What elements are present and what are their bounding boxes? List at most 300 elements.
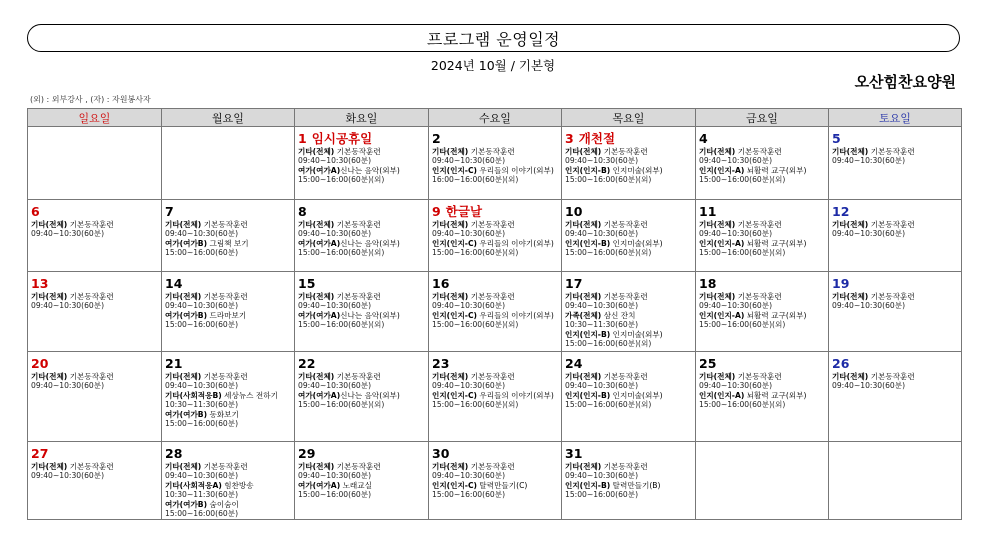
program-category: 기타(전체)	[565, 220, 602, 229]
program-entry	[565, 239, 692, 258]
program-category: 기타(전체)	[298, 220, 335, 229]
program-name: 기본동작훈련	[201, 220, 248, 229]
program-time: 09:40~10:30(60분)	[298, 381, 372, 391]
program-name: 뇌활력 교구(외부)	[744, 390, 807, 400]
day-header	[298, 201, 425, 220]
program-category: 기타(전체)	[432, 372, 469, 381]
day-cell	[162, 352, 295, 442]
day-number: 26	[832, 356, 850, 371]
weekday-header: 수요일	[429, 109, 562, 127]
day-number: 19	[832, 276, 850, 291]
program-entry	[565, 330, 692, 349]
week-row	[28, 200, 962, 272]
program-entry	[699, 239, 825, 258]
program-category: 기타(전체)	[432, 147, 469, 156]
program-category: 기타(전체)	[699, 292, 736, 301]
program-name: 기본동작훈련	[67, 372, 114, 381]
program-time: 09:40~10:30(60분)	[565, 471, 639, 481]
program-name: 기본동작훈련	[601, 462, 648, 471]
program-name: 신나는 음악(외부)	[340, 238, 400, 248]
day-number: 27	[31, 446, 49, 461]
program-entry	[565, 292, 692, 311]
day-number: 9	[432, 204, 441, 219]
program-category: 기타(전체)	[565, 147, 602, 156]
day-header	[165, 201, 291, 220]
program-category: 인지(인지-C)	[432, 238, 478, 248]
program-time: 09:40~10:30(60분)	[699, 229, 773, 239]
empty-day-cell	[696, 442, 829, 520]
program-category: 기타(전체)	[565, 292, 602, 301]
program-time: 09:40~10:30(60분)	[298, 229, 372, 239]
program-category: 인지(인지-C)	[432, 310, 478, 320]
program-time: 15:00~16:00(60분)(외)	[432, 320, 519, 330]
program-category: 기타(사회적응B)	[165, 390, 222, 400]
program-name: 기본동작훈련	[601, 292, 648, 301]
program-category: 기타(전체)	[699, 147, 736, 156]
day-cell	[295, 352, 429, 442]
day-header	[565, 273, 692, 292]
program-name: 삼신 잔치	[601, 310, 636, 320]
program-category: 인지(인지-C)	[432, 480, 478, 490]
program-time: 09:40~10:30(60분)	[432, 301, 506, 311]
program-entry	[298, 391, 425, 410]
program-category: 기타(전체)	[565, 462, 602, 471]
weekday-header: 월요일	[162, 109, 295, 127]
day-header	[432, 353, 558, 372]
program-category: 인지(인지-B)	[565, 329, 611, 339]
program-entry	[432, 239, 558, 258]
program-entry	[565, 481, 692, 500]
program-time: 15:00~16:00(60분)(외)	[565, 400, 652, 410]
program-time: 09:40~10:30(60분)	[832, 156, 906, 166]
day-header	[31, 353, 158, 372]
legend-note: (외) : 외부강사 , (자) : 자원봉사자	[30, 95, 151, 104]
empty-day-cell	[162, 127, 295, 200]
program-name: 기본동작훈련	[601, 147, 648, 156]
program-entry	[165, 391, 291, 410]
program-entry	[432, 391, 558, 410]
program-name: 기본동작훈련	[468, 147, 515, 156]
day-cell	[829, 200, 962, 272]
program-name: 기본동작훈련	[67, 462, 114, 471]
day-header	[298, 128, 425, 147]
day-number: 8	[298, 204, 307, 219]
program-category: 가족(전체)	[565, 310, 602, 320]
program-time: 09:40~10:30(60분)	[832, 301, 906, 311]
program-entry	[298, 372, 425, 391]
program-name: 기본동작훈련	[334, 372, 381, 381]
program-entry	[699, 292, 825, 311]
day-number: 3	[565, 131, 574, 146]
empty-day-cell	[28, 127, 162, 200]
program-time: 09:40~10:30(60분)	[432, 381, 506, 391]
day-number: 29	[298, 446, 316, 461]
day-cell	[28, 442, 162, 520]
day-header	[565, 128, 692, 147]
program-name: 신나는 음악(외부)	[340, 390, 400, 400]
program-category: 기타(전체)	[298, 372, 335, 381]
program-entry	[699, 391, 825, 410]
program-name: 뇌활력 교구(외부)	[744, 310, 807, 320]
program-category: 여가(여가B)	[165, 499, 208, 509]
program-time: 09:40~10:30(60분)	[565, 229, 639, 239]
day-number: 31	[565, 446, 583, 461]
program-time: 09:40~10:30(60분)	[298, 301, 372, 311]
day-cell	[562, 200, 696, 272]
program-name: 기본동작훈련	[67, 292, 114, 301]
program-category: 여가(여가B)	[165, 310, 208, 320]
program-time: 09:40~10:30(60분)	[31, 301, 105, 311]
program-name: 뇌활력 교구(외부)	[744, 238, 807, 248]
program-category: 인지(인지-C)	[432, 165, 478, 175]
program-name: 기본동작훈련	[201, 462, 248, 471]
program-entry	[565, 462, 692, 481]
day-cell	[696, 200, 829, 272]
day-cell	[295, 200, 429, 272]
day-cell	[696, 127, 829, 200]
program-time: 15:00~16:00(60분)	[565, 490, 639, 500]
day-cell	[295, 272, 429, 352]
program-entry	[298, 147, 425, 166]
program-entry	[298, 462, 425, 481]
program-category: 기타(전체)	[298, 462, 335, 471]
day-cell	[162, 200, 295, 272]
day-cell	[696, 352, 829, 442]
program-time: 15:00~16:00(60분)(외)	[432, 400, 519, 410]
day-cell	[429, 352, 562, 442]
day-number: 28	[165, 446, 183, 461]
program-time: 10:30~11:30(60분)	[165, 400, 239, 410]
day-cell	[562, 352, 696, 442]
day-header	[832, 128, 958, 147]
program-time: 15:00~16:00(60분)(외)	[699, 320, 786, 330]
program-name: 기본동작훈련	[334, 220, 381, 229]
program-time: 10:30~11:30(60분)	[565, 320, 639, 330]
program-entry	[165, 372, 291, 391]
program-time: 15:00~16:00(60분)(외)	[565, 339, 652, 349]
program-time: 09:40~10:30(60분)	[699, 381, 773, 391]
day-header	[699, 273, 825, 292]
day-number: 12	[832, 204, 850, 219]
program-time: 15:00~16:00(60분)(외)	[565, 175, 652, 185]
program-time: 09:40~10:30(60분)	[432, 471, 506, 481]
program-category: 여가(여가B)	[165, 409, 208, 419]
program-name: 기본동작훈련	[868, 292, 915, 301]
program-time: 15:00~16:00(60분)	[165, 419, 239, 429]
week-row	[28, 442, 962, 520]
program-category: 인지(인지-C)	[432, 390, 478, 400]
program-name: 인지미술(외부)	[610, 165, 663, 175]
program-entry	[432, 462, 558, 481]
program-entry	[565, 372, 692, 391]
program-category: 기타(전체)	[832, 372, 869, 381]
program-category: 인지(인지-B)	[565, 390, 611, 400]
program-name: 동화보기	[207, 409, 239, 419]
program-name: 우리들의 이야기(외부)	[477, 165, 554, 175]
calendar-table	[27, 108, 962, 520]
program-category: 기타(전체)	[298, 292, 335, 301]
program-name: 기본동작훈련	[601, 220, 648, 229]
day-cell	[429, 442, 562, 520]
program-entry	[699, 166, 825, 185]
program-category: 기타(전체)	[31, 292, 68, 301]
program-entry	[432, 166, 558, 185]
program-time: 09:40~10:30(60분)	[432, 229, 506, 239]
day-header	[699, 201, 825, 220]
day-number: 18	[699, 276, 717, 291]
program-name: 기본동작훈련	[334, 292, 381, 301]
program-entry	[298, 311, 425, 330]
week-row	[28, 352, 962, 442]
program-name: 기본동작훈련	[601, 372, 648, 381]
day-header	[298, 443, 425, 462]
day-cell	[429, 127, 562, 200]
weekday-header: 목요일	[562, 109, 696, 127]
program-time: 09:40~10:30(60분)	[31, 381, 105, 391]
program-time: 09:40~10:30(60분)	[165, 471, 239, 481]
day-header	[565, 353, 692, 372]
program-entry	[31, 220, 158, 239]
day-cell	[28, 272, 162, 352]
program-category: 기타(사회적응A)	[165, 480, 222, 490]
day-cell	[162, 442, 295, 520]
program-time: 15:00~16:00(60분)	[165, 320, 239, 330]
program-time: 10:30~11:30(60분)	[165, 490, 239, 500]
program-name: 우리들의 이야기(외부)	[477, 390, 554, 400]
program-entry	[31, 462, 158, 481]
facility-name: 오산힘찬요양원	[854, 73, 956, 91]
program-entry	[165, 220, 291, 239]
program-time: 15:00~16:00(60분)	[432, 490, 506, 500]
day-number: 22	[298, 356, 316, 371]
program-name: 드라마보기	[207, 310, 247, 320]
program-entry	[432, 292, 558, 311]
program-category: 여가(여가A)	[298, 165, 341, 175]
day-cell	[28, 352, 162, 442]
day-header	[165, 273, 291, 292]
program-category: 기타(전체)	[432, 292, 469, 301]
program-time: 09:40~10:30(60분)	[31, 229, 105, 239]
program-entry	[432, 147, 558, 166]
program-time: 09:40~10:30(60분)	[165, 301, 239, 311]
program-time: 09:40~10:30(60분)	[298, 471, 372, 481]
day-number: 16	[432, 276, 450, 291]
program-time: 09:40~10:30(60분)	[565, 381, 639, 391]
program-category: 인지(인지-B)	[565, 238, 611, 248]
program-category: 기타(전체)	[432, 220, 469, 229]
program-name: 기본동작훈련	[201, 292, 248, 301]
program-time: 09:40~10:30(60분)	[165, 229, 239, 239]
day-number: 5	[832, 131, 841, 146]
day-cell	[562, 127, 696, 200]
program-time: 15:00~16:00(60분)	[165, 248, 239, 258]
program-name: 기본동작훈련	[735, 292, 782, 301]
program-name: 기본동작훈련	[868, 220, 915, 229]
program-entry	[298, 481, 425, 500]
program-category: 여가(여가A)	[298, 238, 341, 248]
program-name: 뇌활력 교구(외부)	[744, 165, 807, 175]
empty-day-cell	[829, 442, 962, 520]
program-entry	[31, 372, 158, 391]
holiday-label: 한글날	[445, 204, 483, 219]
holiday-label: 임시공휴일	[311, 131, 373, 146]
program-time: 15:00~16:00(60분)(외)	[298, 320, 385, 330]
day-cell	[562, 272, 696, 352]
program-category: 인지(인지-A)	[699, 165, 745, 175]
program-entry	[298, 239, 425, 258]
calendar-body	[28, 127, 962, 520]
program-name: 신나는 음악(외부)	[340, 310, 400, 320]
day-header	[432, 273, 558, 292]
day-number: 23	[432, 356, 450, 371]
program-entry	[565, 220, 692, 239]
day-header	[832, 201, 958, 220]
program-category: 기타(전체)	[832, 147, 869, 156]
day-cell	[429, 200, 562, 272]
schedule-title-box	[27, 24, 960, 52]
program-category: 인지(인지-B)	[565, 480, 611, 490]
day-number: 15	[298, 276, 316, 291]
program-time: 09:40~10:30(60분)	[699, 301, 773, 311]
program-name: 그림책 보기	[207, 238, 249, 248]
day-number: 11	[699, 204, 717, 219]
day-header	[832, 273, 958, 292]
day-number: 13	[31, 276, 49, 291]
program-time: 15:00~16:00(60분)(외)	[699, 175, 786, 185]
day-header	[165, 353, 291, 372]
program-category: 기타(전체)	[31, 372, 68, 381]
program-name: 숨이숨이	[207, 499, 239, 509]
program-time: 09:40~10:30(60분)	[832, 229, 906, 239]
program-name: 기본동작훈련	[735, 147, 782, 156]
day-number: 4	[699, 131, 708, 146]
program-name: 인지미술(외부)	[610, 238, 663, 248]
program-entry	[165, 462, 291, 481]
weekday-header: 일요일	[28, 109, 162, 127]
day-header	[165, 443, 291, 462]
program-category: 기타(전체)	[165, 292, 202, 301]
page-title: 프로그램 운영일정	[426, 29, 561, 49]
program-entry	[165, 239, 291, 258]
day-cell	[295, 127, 429, 200]
program-time: 15:00~16:00(60분)(외)	[298, 175, 385, 185]
program-entry	[565, 147, 692, 166]
week-row	[28, 127, 962, 200]
program-name: 우리들의 이야기(외부)	[477, 238, 554, 248]
program-name: 힘찬방송	[221, 480, 254, 490]
program-category: 여가(여가A)	[298, 480, 341, 490]
weekday-header: 화요일	[295, 109, 429, 127]
program-name: 우리들의 이야기(외부)	[477, 310, 554, 320]
day-header	[31, 443, 158, 462]
day-number: 6	[31, 204, 40, 219]
program-entry	[432, 220, 558, 239]
program-name: 신나는 음악(외부)	[340, 165, 400, 175]
day-number: 1	[298, 131, 307, 146]
program-category: 기타(전체)	[699, 372, 736, 381]
program-time: 15:00~16:00(60분)(외)	[699, 400, 786, 410]
program-time: 09:40~10:30(60분)	[565, 301, 639, 311]
program-entry	[165, 410, 291, 429]
month-subtitle: 2024년 10월 / 기본형	[430, 58, 556, 73]
program-time: 09:40~10:30(60분)	[699, 156, 773, 166]
program-entry	[432, 311, 558, 330]
program-entry	[165, 292, 291, 311]
program-entry	[699, 220, 825, 239]
day-number: 24	[565, 356, 583, 371]
day-number: 25	[699, 356, 717, 371]
program-category: 여가(여가A)	[298, 390, 341, 400]
program-entry	[31, 292, 158, 311]
program-category: 인지(인지-B)	[565, 165, 611, 175]
day-number: 2	[432, 131, 441, 146]
program-category: 기타(전체)	[165, 372, 202, 381]
program-category: 기타(전체)	[832, 292, 869, 301]
program-time: 09:40~10:30(60분)	[165, 381, 239, 391]
program-entry	[699, 311, 825, 330]
program-entry	[832, 220, 958, 239]
program-name: 기본동작훈련	[468, 292, 515, 301]
program-category: 여가(여가B)	[165, 238, 208, 248]
program-entry	[298, 292, 425, 311]
day-cell	[429, 272, 562, 352]
day-number: 17	[565, 276, 583, 291]
day-cell	[562, 442, 696, 520]
program-entry	[565, 166, 692, 185]
program-time: 15:00~16:00(60분)(외)	[298, 248, 385, 258]
day-header	[699, 128, 825, 147]
program-entry	[565, 311, 692, 330]
program-name: 기본동작훈련	[468, 372, 515, 381]
day-cell	[829, 272, 962, 352]
program-time: 09:40~10:30(60분)	[832, 381, 906, 391]
program-entry	[565, 391, 692, 410]
day-cell	[28, 200, 162, 272]
program-entry	[832, 292, 958, 311]
program-name: 기본동작훈련	[468, 462, 515, 471]
program-category: 기타(전체)	[165, 462, 202, 471]
day-header	[432, 201, 558, 220]
program-time: 15:00~16:00(60분)(외)	[432, 248, 519, 258]
day-number: 14	[165, 276, 183, 291]
program-entry	[699, 147, 825, 166]
program-time: 09:40~10:30(60분)	[298, 156, 372, 166]
program-entry	[165, 311, 291, 330]
program-entry	[432, 481, 558, 500]
program-name: 탈력만들기(B)	[610, 480, 661, 490]
day-number: 7	[165, 204, 174, 219]
day-header	[699, 353, 825, 372]
day-cell	[295, 442, 429, 520]
program-category: 인지(인지-A)	[699, 310, 745, 320]
program-time: 09:40~10:30(60분)	[31, 471, 105, 481]
program-category: 기타(전체)	[432, 462, 469, 471]
program-category: 인지(인지-A)	[699, 238, 745, 248]
program-entry	[165, 481, 291, 500]
program-entry	[699, 372, 825, 391]
day-header	[565, 201, 692, 220]
program-name: 세상뉴스 전하기	[221, 390, 278, 400]
program-category: 기타(전체)	[165, 220, 202, 229]
program-time: 15:00~16:00(60분)(외)	[699, 248, 786, 258]
program-time: 15:00~16:00(60분)(외)	[298, 400, 385, 410]
program-name: 인지미술(외부)	[610, 390, 663, 400]
program-entry	[165, 500, 291, 519]
holiday-label: 개천절	[578, 131, 616, 146]
program-category: 기타(전체)	[298, 147, 335, 156]
program-name: 인지미술(외부)	[610, 329, 663, 339]
program-time: 09:40~10:30(60분)	[565, 156, 639, 166]
